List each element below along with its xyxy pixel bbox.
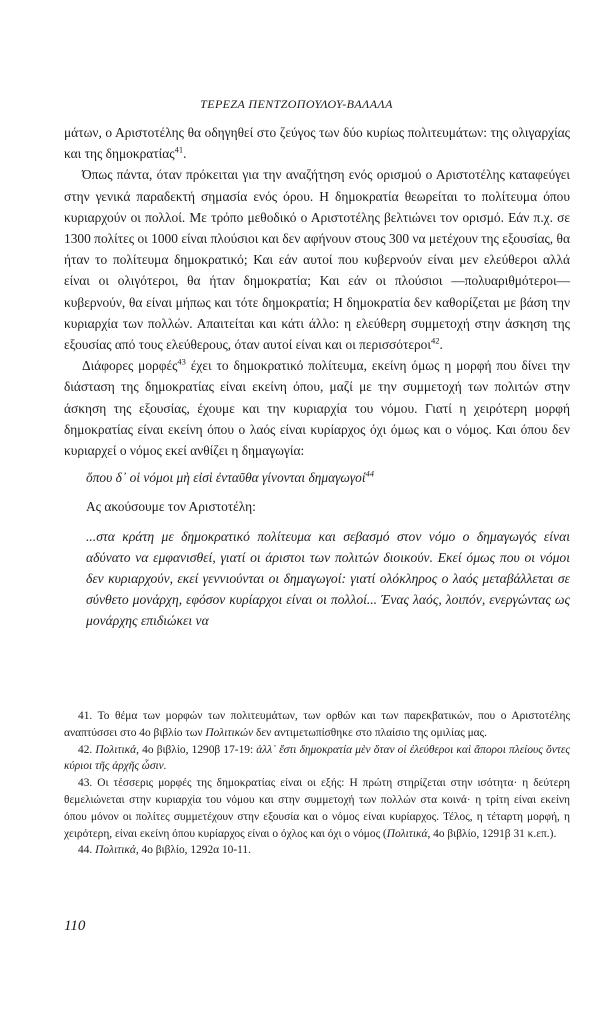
- quote-intro: Ας ακούσουμε τον Αριστοτέλη:: [86, 499, 256, 515]
- greek-quote: ὅπου δ᾽ οἱ νόμοι μὴ εἰσὶ ἐνταῦθα γίνονται δημαγωγοί$^{44}$: [86, 468, 375, 486]
- block-quote: ...στα κράτη με δημοκρατικό πολίτευμα και σεβασμό στον νόμο ο δημαγωγός είναι αδύνατο να εμφανισθεί, γιατί οι άριστοι των πολιτών διοικούν. Εκεί όμως που οι νόμοι δεν κυριαρχούν, εκεί γεννιούνται οι δημαγωγοί: γιατί ολόκληρος ο λαός μεταβάλλεται σε σύνθετο μονάρχη, εφόσον κυρίαρχοι είναι οι πολλοί... Ένας λαός, λοιπόν, ενεργώντας ως μονάρχης επιδιώκει να: [86, 528, 570, 629]
- footnote-41: 41. Το θέμα των μορφών των πολιτευμάτων, των ορθών και των παρεκβατικών, που ο Αριστοτέλης αναπτύσσει στο 4ο βιβλίο των Πολιτικών δεν αντιμετωπίσθηκε στο πλαίσιο της ομιλίας μας.: [64, 710, 570, 739]
- footnote-ref-43[interactable]: 43: [177, 356, 186, 367]
- footnote-44: 44. Πολιτικά, 4ο βιβλίο, 1292α 10-11.: [78, 844, 251, 857]
- footnote-ref-44[interactable]: 44: [365, 468, 375, 479]
- footnote-42: 42. Πολιτικά, 4ο βιβλίο, 1290β 17-19: ἀλλ᾽ ἔστι δημοκρατία μὲν ὅταν οἱ ἐλεύθεροι καὶ ἄποροι πλείους ὄντες κύριοι τῆς ἀρχῆς ὦσιν.: [64, 743, 570, 773]
- paragraph-definition: Όπως πάντα, όταν πρόκειται για την αναζήτηση ενός ορισμού ο Αριστοτέλης καταφεύγει στην γενικά παραδεκτή σημασία ενός όρου. Η δημοκρατία θεωρείται το πολίτευμα όπου κυριαρχούν οι πολλοί. Με τρόπο μεθοδικό ο Αριστοτέλης βελτιώνει τον ορισμό. Εάν π.χ. σε 1300 πολίτες οι 1000 είναι πλούσιοι και δεν αφήνουν στους 300 να μετέχουν της εξουσίας, θα ήταν το πολίτευμα δημοκρατικό; Και εάν αυτοί που κυβερνούν είναι μεν ελεύθεροι αλλά είναι οι ολιγότεροι, θα ήταν δημοκρατία; Και εάν οι πλούσιοι —πολυαριθμότεροι— κυβερνούν, θα είναι μήπως και τότε δημοκρατία; Η δημοκρατία δεν καθορίζεται με βάση την κυριαρχία των πολλών. Απαιτείται και κάτι άλλο: η ελεύθερη συμμετοχή στην άσκηση της εξουσίας από τους ελεύθερους, όταν αυτοί είναι και οι περισσότεροι$^{42}$.: [64, 167, 570, 353]
- paragraph-continuation: μάτων, ο Αριστοτέλης θα οδηγηθεί στο ζεύγος των δύο κυρίως πολιτευμάτων: της ολιγαρχίας και της δημοκρατίας$^{41}$.: [64, 125, 570, 162]
- body-text: [64, 122, 570, 632]
- paragraph-forms: Διάφορες μορφές$^{43}$ έχει το δημοκρατικό πολίτευμα, εκείνη όμως η μορφή που δίνει την διάσταση της δημοκρατίας είναι εκείνη όπου, μαζί με την συμμετοχή των πολιτών στην άσκηση της εξουσίας, έχουμε και την κυριαρχία του νόμου. Γιατί η χειρότερη μορφή δημοκρατίας είναι εκείνη όπου ο λαός είναι κυρίαρχος όχι όμως και ο νόμος. Και όπου δεν κυριαρχεί ο νόμος εκεί ανθίζει η δημαγωγία:: [64, 356, 570, 459]
- footnotes: [64, 708, 570, 859]
- running-head: ΤΕΡΕΖΑ ΠΕΝΤΖΟΠΟΥΛΟΥ-ΒΑΛΑΛΑ: [200, 97, 393, 111]
- footnote-ref-42[interactable]: 42: [430, 335, 440, 346]
- footnote-ref-41[interactable]: 41: [174, 144, 184, 155]
- footnote-43: 43. Οι τέσσερις μορφές της δημοκρατίας είναι οι εξής: Η πρώτη στηρίζεται στην ισότητα· η δεύτερη θεμελιώνεται στην κυριαρχία του νόμου και στην συμμετοχή των πολλών στα κοινά· η τρίτη είναι εκείνη όπου μόνον οι πολίτες συμμετέχουν στην εξουσία και ο νόμος είναι κυρίαρχος. Τέλος, η τέταρτη μορφή, η χειρότερη, είναι εκείνη όπου κυρίαρχος είναι ο όχλος και όχι ο νόμος (Πολιτικά, 4ο βιβλίο, 1291β 31 κ.επ.).: [64, 777, 570, 840]
- page-number: 110: [64, 918, 86, 934]
